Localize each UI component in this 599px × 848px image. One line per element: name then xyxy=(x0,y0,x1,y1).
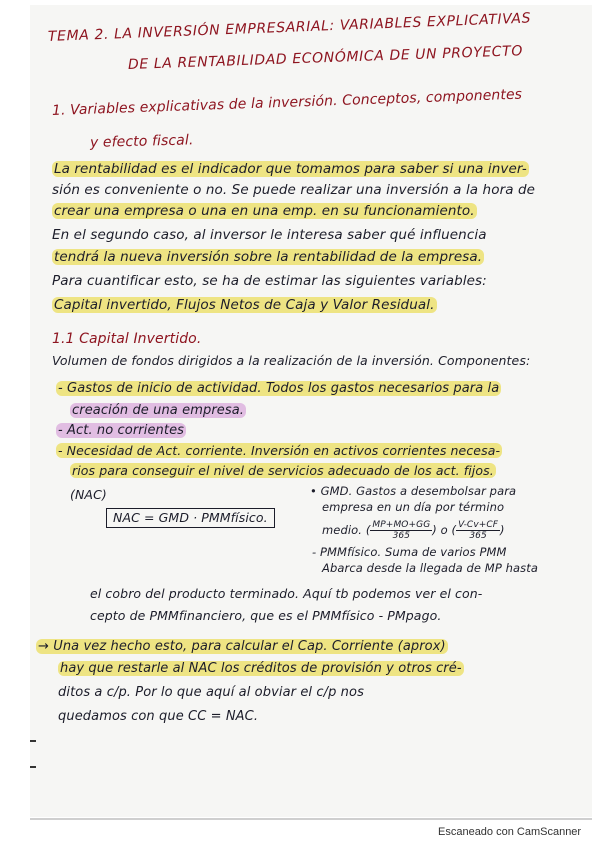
paragraph-line-7: Capital invertido, Flujos Netos de Caja y Valor Residual. xyxy=(54,297,435,313)
gmd-definition-line-2: empresa en un día por término xyxy=(322,500,505,514)
paragraph-line-3: crear una empresa o una en una emp. en su funcionamiento. xyxy=(54,203,475,219)
title-line-1: TEMA 2. LA INVERSIÓN EMPRESARIAL: VARIABLES EXPLICATIVAS xyxy=(47,10,532,45)
pmm-definition-line-1: - PMMfísico. Suma de varios PMM xyxy=(312,545,507,559)
paragraph-line-2: sión es conveniente o no. Se puede realizar una inversión a la hora de xyxy=(52,182,536,198)
pmm-definition-line-2: Abarca desde la llegada de MP hasta xyxy=(322,561,539,575)
paragraph-line-4: En el segundo caso, al inversor le interesa saber qué influencia xyxy=(52,227,487,243)
page-edge-shadow xyxy=(30,818,592,820)
section-1-1-heading: 1.1 Capital Invertido. xyxy=(52,331,202,347)
paragraph-line-6: Para cuantificar esto, se ha de estimar las siguientes variables: xyxy=(52,273,487,289)
arrow-note-line-2: hay que restarle al NAC los créditos de provisión y otros cré- xyxy=(60,661,462,676)
paragraph-line-1: La rentabilidad es el indicador que tomamos para saber si una inver- xyxy=(54,161,527,177)
nac-formula-box: NAC = GMD · PMMfísico. xyxy=(106,508,275,528)
section-1-1-intro: Volumen de fondos dirigidos a la realización de la inversión. Componentes: xyxy=(52,353,531,368)
bullet-act-no-corrientes: - Act. no corrientes xyxy=(58,423,185,438)
paragraph-line-5: tendrá la nueva inversión sobre la rentabilidad de la empresa. xyxy=(54,249,483,265)
title-line-2: DE LA RENTABILIDAD ECONÓMICA DE UN PROYECTO xyxy=(127,43,524,73)
margin-mark xyxy=(30,766,36,768)
bullet-nac-line-1: - Necesidad de Act. corriente. Inversión en activos corrientes necesa- xyxy=(58,443,501,458)
fraction-sales-per-day: $\frac{V-Cv+CF}{365}$ xyxy=(458,520,499,541)
camscanner-watermark: Escaneado con CamScanner xyxy=(438,826,582,838)
section-1-heading-line-1: 1. Variables explicativas de la inversión. Conceptos, componentes xyxy=(51,86,523,119)
arrow-note-line-3: ditos a c/p. Por lo que aquí al obviar el c/p nos xyxy=(58,685,364,700)
fraction-costs-per-day: $\frac{MP+MO+GG}{365}$ xyxy=(372,520,431,541)
bullet-gastos-inicio-line-2: creación de una empresa. xyxy=(72,403,245,418)
continuation-line-1: el cobro del producto terminado. Aquí tb podemos ver el con- xyxy=(90,586,483,601)
bullet-gastos-inicio-line-1: - Gastos de inicio de actividad. Todos los gastos necesarios para la xyxy=(58,381,500,396)
continuation-line-2: cepto de PMMfinanciero, que es el PMMfísico - PMpago. xyxy=(90,608,442,623)
gmd-definition-line-1: • GMD. Gastos a desembolsar para xyxy=(310,484,517,498)
bullet-nac-line-2: rios para conseguir el nivel de servicios adecuado de los act. fijos. xyxy=(72,463,494,478)
arrow-note-line-4: quedamos con que CC = NAC. xyxy=(58,709,259,724)
section-1-heading-line-2: y efecto fiscal. xyxy=(89,132,194,151)
gmd-definition-line-3: medio. ( $\frac{MP+MO+GG}{365}$ ) o ( $\frac{V-Cv+CF}{365}$ ) xyxy=(322,520,505,541)
bullet-nac-line-3: (NAC) xyxy=(70,487,107,502)
margin-mark xyxy=(30,740,36,742)
arrow-note-line-1: → Una vez hecho esto, para calcular el Cap. Corriente (aprox) xyxy=(38,639,446,654)
